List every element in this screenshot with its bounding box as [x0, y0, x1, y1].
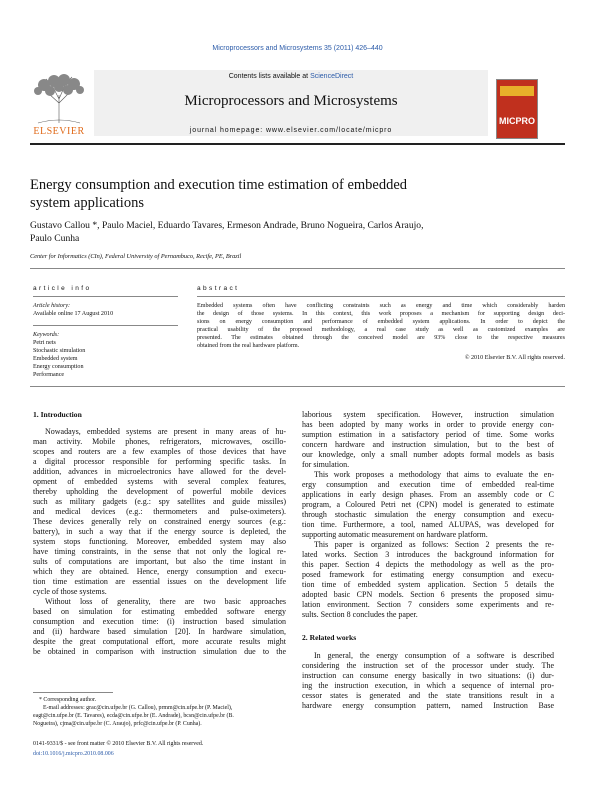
contents-line: [94, 73, 488, 80]
keyword: Energy consumption: [33, 364, 84, 370]
keywords-block: [33, 331, 85, 379]
body-line: This paper is organized as follows: Section 2 presents the re-: [314, 540, 554, 549]
email-line[interactable]: Nogueira), cjma@cin.ufpe.br (C. Araujo), prfc@cin.ufpe.br (P. Cunha).: [33, 721, 202, 727]
body-line: sults. Section 8 concludes the paper.: [302, 610, 418, 619]
copyright: © 2010 Elsevier B.V. All rights reserved.: [464, 355, 565, 361]
body-line: In general, the energy consumption of a software is described: [314, 651, 554, 660]
body-line: this paper. Section 4 depicts the methodology as well as the pro-: [302, 560, 554, 569]
keyword: Embedded system: [33, 356, 78, 362]
article-history: [33, 302, 113, 318]
body-line: and medical devices (e.g.: thermometers and pulse-oximeters).: [33, 507, 286, 516]
body-line: hardware energy consumption pattern, named Instruction Base: [302, 701, 554, 710]
body-line: applications in early design phases. From an assembly code or C: [302, 490, 554, 499]
author-list: [30, 219, 565, 245]
author-rule: [30, 268, 565, 269]
abstract-line: practical usability of the proposed methodology, a real case study as well as customized examples are: [197, 327, 565, 333]
doi-link[interactable]: doi:10.1016/j.micpro.2010.08.006: [33, 751, 114, 757]
homepage-prefix: journal homepage:: [189, 127, 266, 134]
issn-line: 0141-9331/$ - see front matter © 2010 Elsevier B.V. All rights reserved.: [33, 741, 204, 747]
cover-band: [500, 86, 534, 96]
authors-line-2: Paulo Cunha: [30, 233, 80, 244]
body-line: adopted basic CPN models. Section 6 presents the proposed simu-: [302, 590, 554, 599]
body-line: Without loss of generality, there are two basic approaches: [45, 597, 286, 606]
body-line: This work proposes a methodology that aims to evaluate the en-: [314, 470, 554, 479]
contents-prefix: Contents lists available at: [228, 73, 311, 80]
body-line: and (ii) hardware based simulation [20]. In hardware simulation,: [33, 627, 286, 636]
keyword: Stochastic simulation: [33, 348, 86, 354]
body-line: addition, advances in microelectronics have allowed for the devel-: [33, 467, 286, 476]
email-line[interactable]: eagt@cin.ufpe.br (E. Tavares), ecda@cin.ufpe.br (E. Andrade), bcsn@cin.ufpe.br (B.: [33, 713, 234, 719]
journal-title: Microprocessors and Microsystems: [184, 93, 398, 109]
body-line: through stochastic simulation the energy consumption and execu-: [302, 510, 554, 519]
left-column: [33, 410, 286, 657]
body-line: which they are obtained. Hence, energy consumption and execu-: [33, 567, 286, 576]
cover-title: MICPRO: [499, 116, 535, 126]
body-line: have timing constraints, in the sense that not only the logical re-: [33, 547, 286, 556]
abstract-heading: a b s t r a c t: [197, 285, 238, 292]
section-1-heading: 1. Introduction: [33, 410, 82, 419]
abstract-body: [197, 302, 565, 362]
body-line: man activity. Mobile phones, refrigerators, microwaves, oscillo-: [33, 437, 286, 446]
masthead-rule: [30, 143, 565, 145]
email-line[interactable]: E-mail addresses: grac@cin.ufpe.br (G. Callou), prmm@cin.ufpe.br (P. Maciel),: [43, 705, 233, 711]
body-line: based on simulation for estimating embedded software energy: [33, 607, 286, 616]
abstract-line: presented. The estimates obtained through the conceived model are 93% close to the respective measures: [197, 335, 565, 341]
body-line: tion time estimation are essential issues on the development life: [33, 577, 286, 586]
running-header[interactable]: Microprocessors and Microsystems 35 (2011) 426–440: [212, 45, 383, 52]
elsevier-tree-icon: [30, 73, 88, 125]
body-line: scopes and routers are a few examples of those devices that have: [33, 447, 286, 456]
abstract-line: Embedded systems often have conflicting constraints such as energy and time which considerably harden: [197, 303, 565, 309]
body-line: system stops functioning. Moreover, embedded system may also: [33, 537, 286, 546]
abstract-rule: [197, 296, 565, 297]
body-line: lation environment. Section 7 considers some experiments and re-: [302, 600, 554, 609]
keyword: Petri nets: [33, 340, 56, 346]
body-line: concern hardware and instruction simulation, but to the best of: [302, 440, 554, 449]
article-info-rule: [33, 296, 178, 297]
body-line: battery), in such a way that if the energy source is depleted, the: [33, 527, 286, 536]
corresponding-author: * Corresponding author.: [39, 697, 97, 703]
abstract-bottom-rule: [30, 386, 565, 387]
body-line: consumption and execution time: (i) instruction based simulation: [33, 617, 286, 626]
abstract-line: obtained from the real hardware platform.: [197, 343, 300, 349]
footnotes: [33, 696, 288, 728]
body-line: sumption estimation in a satisfactory period of time. Some works: [302, 430, 554, 439]
article-info-heading: a r t i c l e i n f o: [33, 285, 90, 292]
keyword: Performance: [33, 372, 65, 378]
right-column: [302, 410, 554, 711]
body-line: supporting automatic measurement on hardware platform.: [302, 530, 488, 539]
sciencedirect-link[interactable]: ScienceDirect: [310, 73, 354, 80]
body-line: laborious system specification. However, instruction simulation: [302, 410, 554, 419]
body-line: considering the instruction set of the processor under study. The: [302, 661, 554, 670]
masthead: [30, 70, 565, 138]
body-line: cessor states is generated and the state transitions result in a: [302, 691, 554, 700]
section-2-heading: 2. Related works: [302, 633, 357, 642]
abstract-line: sions on energy consumption and performance of embedded system applications. In order to depict the: [197, 319, 565, 325]
body-line: Nowadays, embedded systems are present in many areas of hu-: [45, 427, 286, 436]
homepage-url[interactable]: www.elsevier.com/locate/micpro: [265, 127, 393, 134]
article-title: [30, 176, 565, 212]
title-line-2: system applications: [30, 195, 144, 211]
body-line: tion time of embedded system application. Section 5 details the: [302, 580, 554, 589]
body-line: a digital processor responsible for performing specific tasks. In: [33, 457, 286, 466]
body-line: These devices generally rely on constrained energy sources (e.g.:: [33, 517, 286, 526]
history-label: Article history:: [33, 303, 71, 309]
abstract-line: the design of those systems. In this context, this work proposes a mechanism for supporting design deci-: [197, 311, 565, 317]
keywords-rule: [33, 325, 178, 326]
body-line: opment of embedded systems with several complex features,: [33, 477, 286, 486]
publisher-name: ELSEVIER: [33, 126, 85, 137]
body-line: tion time. Furthermore, a tool, named ALUPAS, was developed for: [302, 520, 554, 529]
body-line: instruction can consume energy basically in two situations: (i) dur-: [302, 671, 554, 680]
journal-cover-image: [496, 79, 538, 139]
body-line: program, a Coloured Petri net (CPN) model is generated to estimate: [302, 500, 554, 509]
authors-line-1: Gustavo Callou *, Paulo Maciel, Eduardo Tavares, Ermeson Andrade, Bruno Nogueira, Carlos Araujo,: [30, 220, 424, 231]
body-line: despite the great computational effort, more accurate results might: [33, 637, 286, 646]
body-line: ing the instruction execution, in which a sequence of internal pro-: [302, 681, 554, 690]
affiliation: Center for Informatics (CIn), Federal University of Pernambuco, Recife, PE, Brazil: [30, 253, 242, 260]
history-value: Available online 17 August 2010: [33, 311, 114, 317]
body-line: lated works. Section 3 introduces the background information for: [302, 550, 554, 559]
homepage-line: [94, 127, 488, 134]
body-line: has been adopted by many works in order to provide energy con-: [302, 420, 554, 429]
body-line: ergy consumption and execution time of embedded real-time: [302, 480, 554, 489]
body-line: thereby upholding the development of powerful mobile devices: [33, 487, 286, 496]
body-line: be obtained in comparison with instruction simulation due to the: [33, 647, 286, 656]
title-line-1: Energy consumption and execution time estimation of embedded: [30, 177, 408, 193]
body-line: for simulation.: [302, 460, 350, 469]
body-line: such as military gadgets (e.g.: spy satellites and guide missiles): [33, 497, 286, 506]
body-line: sults of computations are important, but also the time instant in: [33, 557, 286, 566]
body-line: our knowledge, only a small number adopts formal models as basis: [302, 450, 554, 459]
body-line: posed framework for estimating energy consumption and execu-: [302, 570, 554, 579]
footnote-rule: [33, 692, 113, 693]
body-line: cycle of those systems.: [33, 587, 107, 596]
elsevier-logo: [30, 73, 88, 137]
keywords-label: Keywords:: [33, 332, 60, 338]
